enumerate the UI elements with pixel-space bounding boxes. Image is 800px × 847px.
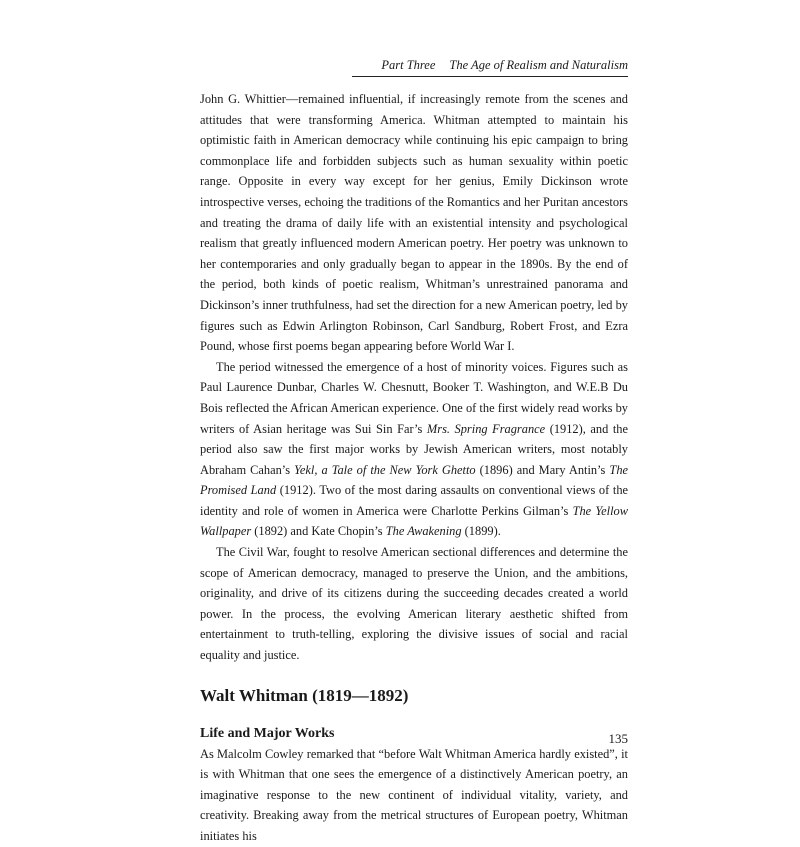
paragraph-2-text-6: (1899). [461,524,501,539]
subsection-heading: Life and Major Works [200,725,335,741]
work-title-mrs-spring-fragrance: Mrs. Spring Fragrance [426,421,546,436]
running-header-part: Part Three [381,58,436,72]
paragraph-2-text-4: (1912). Two of the most daring assaults on conventional views of the identity and role of women in America were Charlotte Perkins Gilman’s [200,483,629,518]
section-heading: Walt Whitman (1819—1892) [200,685,409,705]
paragraph-1: John G. Whittier—remained influential, if increasingly remote from the scenes and attitudes that were transforming America. Whitman attempted to maintain his optimistic faith in American democracy while continuing his epic campaign to bring commonplace life and forbidden subjects such as human sexuality within poetic range. Opposite in every way except for her genius, Emily Dickinson wrote introspective verses, echoing the traditions of the Romantics and her Puritan ancestors and treating the drama of daily life with an existential intensity and psychological realism that greatly influenced modern American poetry. Her poetry was unknown to her contemporaries and only gradually began to appear in the 1890s. By the end of the period, both kinds of poetic realism, Whitman’s unrestrained panorama and Dickinson’s inner truthfulness, had set the direction for a new American poetry, led by figures such as Edwin Arlington Robinson, Carl Sandburg, Robert Frost, and Ezra Pound, whose first poems began appearing before World War I. [200,92,628,354]
page-body [200,89,628,847]
section-paragraph: As Malcolm Cowley remarked that “before Walt Whitman America hardly existed”, it is with Whitman that one sees the emergence of a distinctively American poetry, an imaginative response to the new continent of individual vitality, variety, and creativity. Breaking away from the metrical structures of European poetry, Whitman initiates his [200,746,628,843]
paragraph-3: The Civil War, fought to resolve American sectional differences and determine the scope of American democracy, managed to preserve the Union, and the ambitions, originality, and drive of its citizens during the succeeding decades created a world power. In the process, the evolving American literary aesthetic shifted from entertainment to truth-telling, exploring the divisive issues of social and racial equality and justice. [200,545,628,663]
paragraph-2-text-1: The period witnessed the emergence of a host of minority voices. Figures such as Paul Laurence Dunbar, Charles W. Chesnutt, Booker T. Washington, and W.E.B Du Bois reflected the African American experience. One of the first widely read works by writers of Asian heritage was Sui Sin Far’s [200,359,628,436]
paragraph-2-text-5: (1892) and Kate Chopin’s [251,524,386,539]
paragraph-2-text-3: (1896) and Mary Antin’s [475,462,610,477]
running-header [352,58,628,77]
running-header-title: The Age of Realism and Naturalism [449,58,628,72]
work-title-awakening: The Awakening [385,524,462,539]
work-title-promised-land: The Promised Land [200,462,629,498]
paragraph-2-text-2: (1912), and the period also saw the first major works by Jewish American writers, most notably Abraham Cahan’s [200,421,629,477]
work-title-yekl: Yekl, a Tale of the New York Ghetto [294,462,476,477]
work-title-yellow-wallpaper: The Yellow Wallpaper [200,503,628,539]
paragraph-2 [200,357,628,542]
page-number: 135 [608,731,628,746]
